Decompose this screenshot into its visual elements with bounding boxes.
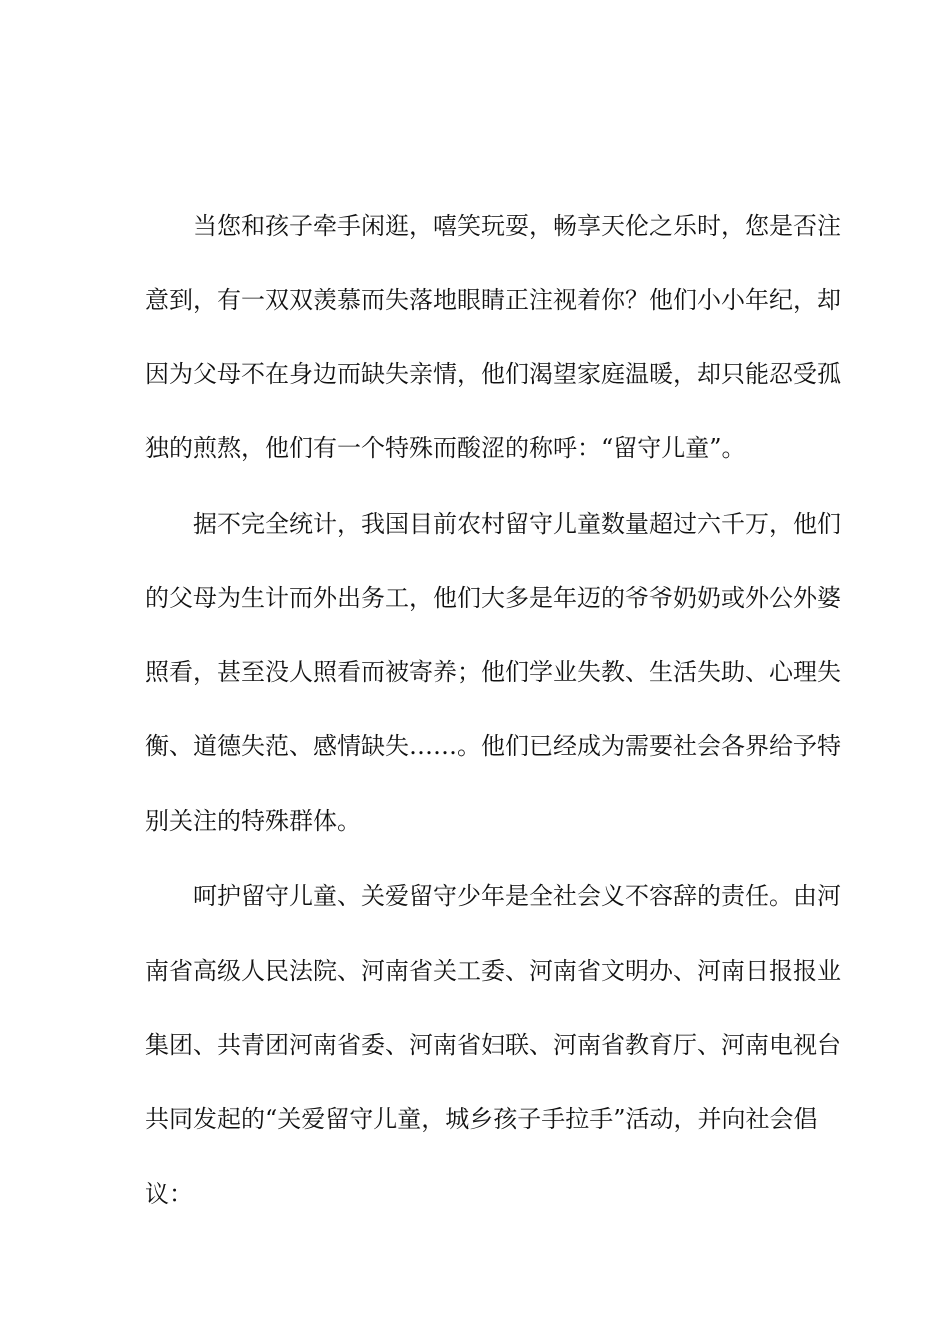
paragraph-3-line-2: 南省高级人民法院、河南省关工委、河南省文明办、河南日报报业: [145, 957, 841, 985]
paragraph-1-line-1: 当您和孩子牵手闲逛，嘻笑玩耍，畅享天伦之乐时，您是否注: [193, 212, 841, 240]
paragraph-2-line-4: 衡、道德失范、感情缺失……。他们已经成为需要社会各界给予特: [145, 732, 841, 760]
paragraph-1-line-3: 因为父母不在身边而缺失亲情，他们渴望家庭温暖，却只能忍受孤: [145, 360, 841, 388]
paragraph-3-line-5: 议：: [145, 1180, 193, 1208]
paragraph-3-line-1: 呵护留守儿童、关爱留守少年是全社会义不容辞的责任。由河: [193, 882, 841, 910]
paragraph-2-line-2: 的父母为生计而外出务工，他们大多是年迈的爷爷奶奶或外公外婆: [145, 584, 841, 612]
paragraph-2-line-3: 照看，甚至没人照看而被寄养；他们学业失教、生活失助、心理失: [145, 658, 841, 686]
paragraph-3-line-4: 共同发起的“关爱留守儿童，城乡孩子手拉手”活动，并向社会倡: [145, 1105, 818, 1133]
paragraph-1-line-4: 独的煎熬，他们有一个特殊而酸涩的称呼：“留守儿童”。: [145, 434, 746, 462]
paragraph-2-line-1: 据不完全统计，我国目前农村留守儿童数量超过六千万，他们: [193, 510, 841, 538]
paragraph-2-line-5: 别关注的特殊群体。: [145, 807, 361, 835]
paragraph-3-line-3: 集团、共青团河南省委、河南省妇联、河南省教育厅、河南电视台: [145, 1031, 841, 1059]
paragraph-1-line-2: 意到，有一双双羡慕而失落地眼睛正注视着你？他们小小年纪，却: [145, 286, 841, 314]
